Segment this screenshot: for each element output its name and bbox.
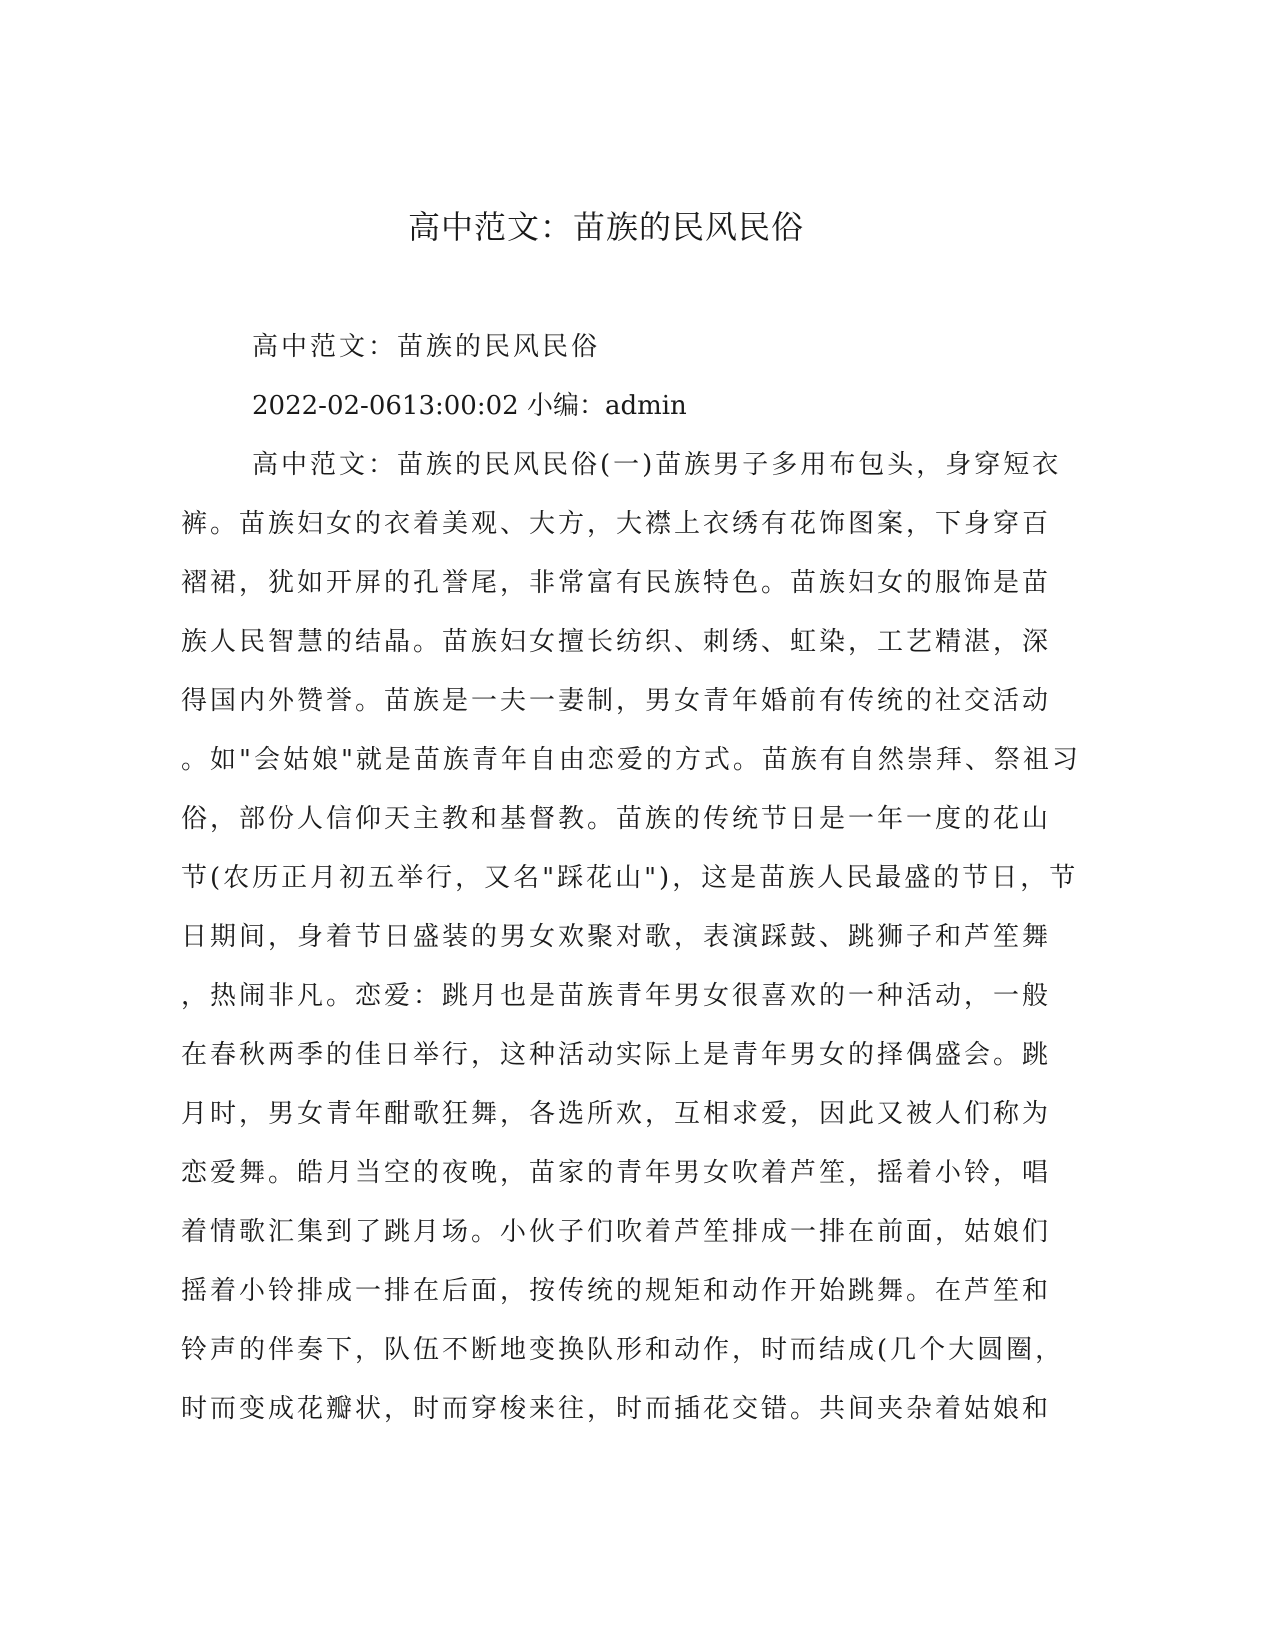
body-line: 族人民智慧的结晶。苗族妇女擅长纺织、刺绣、虹染，工艺精湛，深 [181, 627, 1052, 657]
body-line: 俗，部份人信仰天主教和基督教。苗族的传统节日是一年一度的花山 [181, 804, 1052, 834]
body-line: 着情歌汇集到了跳月场。小伙子们吹着芦笙排成一排在前面，姑娘们 [181, 1217, 1052, 1247]
body-line: 月时，男女青年酣歌狂舞，各选所欢，互相求爱，因此又被人们称为 [181, 1099, 1052, 1129]
meta-paragraph: 2022-02-0613:00:02 小编：admin [252, 391, 687, 421]
body-line: 高中范文：苗族的民风民俗(一)苗族男子多用布包头，身穿短衣 [252, 450, 1062, 480]
subtitle-paragraph: 高中范文：苗族的民风民俗 [252, 332, 601, 362]
body-line: 裤。苗族妇女的衣着美观、大方，大襟上衣绣有花饰图案，下身穿百 [181, 509, 1052, 539]
document-body [181, 318, 1081, 1439]
body-line: 日期间，身着节日盛装的男女欢聚对歌，表演踩鼓、跳狮子和芦笙舞 [181, 922, 1052, 952]
body-line: 摇着小铃排成一排在后面，按传统的规矩和动作开始跳舞。在芦笙和 [181, 1276, 1052, 1306]
body-line: 节(农历正月初五举行，又名"踩花山")，这是苗族人民最盛的节日，节 [181, 863, 1079, 893]
body-line: 褶裙，犹如开屏的孔誉尾，非常富有民族特色。苗族妇女的服饰是苗 [181, 568, 1052, 598]
body-line: 时而变成花瓣状，时而穿梭来往，时而插花交错。共间夹杂着姑娘和 [181, 1394, 1052, 1424]
body-line: 在春秋两季的佳日举行，这种活动实际上是青年男女的择偶盛会。跳 [181, 1040, 1052, 1070]
body-line: 铃声的伴奏下，队伍不断地变换队形和动作，时而结成(几个大圆圈， [181, 1335, 1065, 1365]
body-line: 。如"会姑娘"就是苗族青年自由恋爱的方式。苗族有自然崇拜、祭祖习 [181, 745, 1081, 775]
body-line: 恋爱舞。皓月当空的夜晚，苗家的青年男女吹着芦笙，摇着小铃，唱 [181, 1158, 1052, 1188]
body-line: 得国内外赞誉。苗族是一夫一妻制，男女青年婚前有传统的社交活动 [181, 686, 1052, 716]
main-paragraph [181, 436, 1081, 1439]
document-title: 高中范文：苗族的民风民俗 [407, 208, 804, 246]
body-line: ，热闹非凡。恋爱：跳月也是苗族青年男女很喜欢的一种活动，一般 [181, 981, 1052, 1011]
